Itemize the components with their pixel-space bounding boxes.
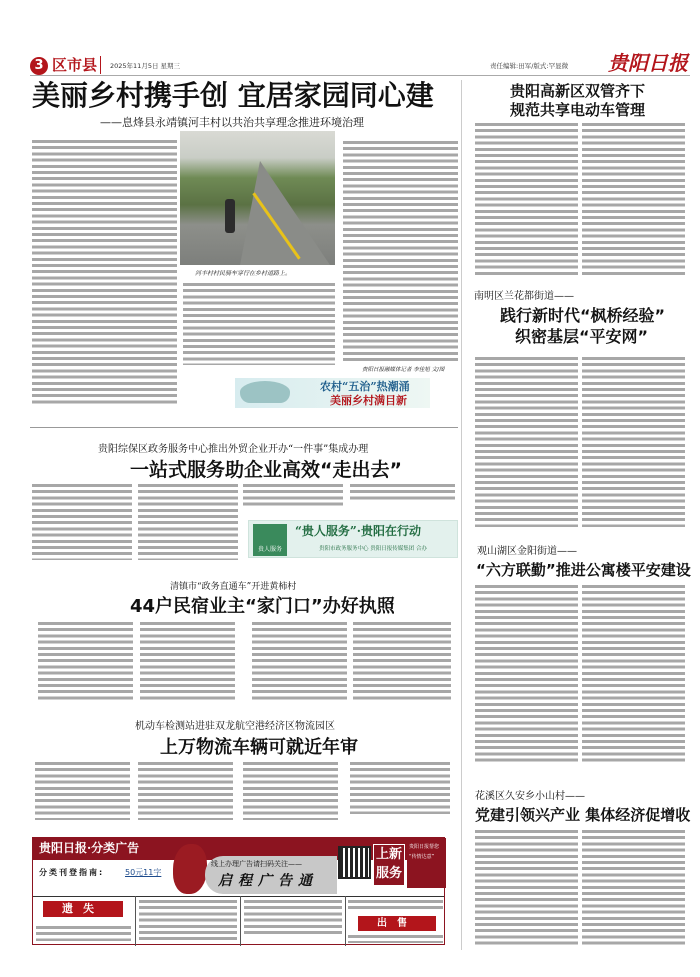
huaxi-headline: 党建引领兴产业 集体经济促增收 (475, 806, 691, 824)
editor-credits: 责任编辑:田军/版式:罕显微 (490, 62, 569, 70)
lost-notices-col2 (139, 900, 237, 940)
gaoxin-body-col1 (475, 123, 578, 278)
zongbao-body-col2 (138, 484, 238, 560)
huaxi-kicker: 花溪区久安乡小山村—— (475, 791, 585, 802)
lead-headline: 美丽乡村携手创 宜居家园同心建 (32, 79, 434, 112)
divider (30, 427, 458, 428)
banner-line-2: 美丽乡村满目新 (330, 394, 407, 407)
guiren-logo: 贵人服务 (253, 524, 287, 556)
guanshanhu-body-col2 (582, 585, 685, 765)
nanming-headline-2: 织密基层“平安网” (515, 327, 649, 346)
qingzhen-kicker: 清镇市“政务直通车”开进黄柿村 (170, 582, 297, 592)
guanshanhu-kicker: 观山湖区金阳街道—— (477, 546, 577, 557)
lead-body-col3 (343, 141, 458, 363)
vehicle-body-col2 (138, 762, 233, 820)
classified-guide-label: 分类刊登指南: (39, 868, 105, 877)
nanming-headline-1: 践行新时代“枫桥经验” (500, 306, 666, 325)
new-service-badge: 上新服务 (373, 844, 405, 886)
sale-notice (348, 935, 443, 943)
zongbao-body-col1 (32, 484, 132, 560)
huaxi-body-col2 (582, 830, 685, 945)
campaign-banner (235, 378, 430, 408)
guiren-ad-title: “贵人服务”·贵阳在行动 (295, 524, 421, 538)
gaoxin-body-col2 (582, 123, 685, 276)
sale-label: 出售 (358, 916, 436, 931)
page-header (30, 51, 690, 76)
zongbao-headline: 一站式服务助企业高效“走出去” (130, 459, 402, 481)
lead-subheadline: ——息烽县永靖镇河丰村以共治共享理念推进环境治理 (100, 116, 364, 129)
lead-photo (180, 131, 335, 265)
guiren-ad-sub: 贵阳市政务服务中心 贵阳日报传媒集团 合办 (319, 546, 427, 552)
guanshanhu-headline: “六方联勤”推进公寓楼平安建设 (476, 561, 691, 579)
banner-line-1: 农村“五治”热潮涌 (320, 380, 410, 393)
online-text: 线上办理广告请扫码关注—— (211, 860, 302, 868)
lead-body-col1 (32, 140, 177, 405)
issue-date: 2025年11月5日 星期三 (110, 62, 181, 70)
qingzhen-body-col2 (140, 622, 235, 700)
gaoxin-headline-1: 贵阳高新区双管齐下 (510, 82, 646, 100)
helper-title: 贵阳日报帮您 (409, 844, 440, 850)
app-name: 启程广告通 (218, 873, 318, 889)
page-number-badge: 3 (30, 57, 48, 75)
photo-caption: 河丰村村民骑车穿行在乡村道路上。 (195, 270, 292, 277)
lead-body-col2 (183, 283, 335, 365)
nanming-kicker: 南明区兰花都街道—— (474, 291, 574, 302)
zongbao-body-col4 (350, 484, 455, 502)
lead-byline: 贵阳日报融媒体记者 李佳旭 文/图 (362, 367, 445, 373)
phone-icon (173, 844, 207, 894)
gaoxin-headline-2: 规范共享电动车管理 (510, 101, 646, 119)
qingzhen-headline: 44户民宿业主“家门口”办好执照 (130, 596, 395, 617)
village-illustration (240, 381, 290, 403)
zongbao-kicker: 贵阳综保区政务服务中心推出外贸企业开办“一件事”集成办理 (98, 444, 369, 455)
classified-guide-price: 50元11字 (125, 868, 162, 877)
vehicle-body-col1 (35, 762, 130, 820)
rental-notice (348, 900, 443, 912)
zongbao-body-col3 (243, 484, 343, 506)
section-title: 区市县 (52, 56, 101, 74)
qingzhen-body-col4 (353, 622, 451, 700)
vehicle-body-col3 (243, 762, 338, 820)
qingzhen-body-col1 (38, 622, 133, 700)
huaxi-body-col1 (475, 830, 578, 945)
vehicle-body-col4 (350, 762, 450, 814)
helper-slogan: “传情达意” (409, 854, 435, 860)
lost-notices-col3 (244, 900, 342, 935)
lost-notice (36, 926, 131, 941)
vehicle-headline: 上万物流车辆可就近年审 (160, 737, 358, 758)
lost-label: 遗失 (43, 901, 123, 917)
vehicle-kicker: 机动车检测站进驻双龙航空港经济区物流园区 (135, 721, 335, 732)
nanming-body-col2 (582, 357, 685, 527)
guiren-service-ad (248, 520, 458, 558)
column-divider (461, 80, 462, 950)
classified-ad (32, 837, 445, 945)
guanshanhu-body-col1 (475, 585, 578, 765)
classified-brand: 贵阳日报·分类广告 (39, 841, 140, 855)
nanming-body-col1 (475, 357, 578, 527)
qr-code (338, 846, 371, 879)
newspaper-logo: 贵阳日报 (608, 51, 688, 75)
qingzhen-body-col3 (252, 622, 347, 700)
